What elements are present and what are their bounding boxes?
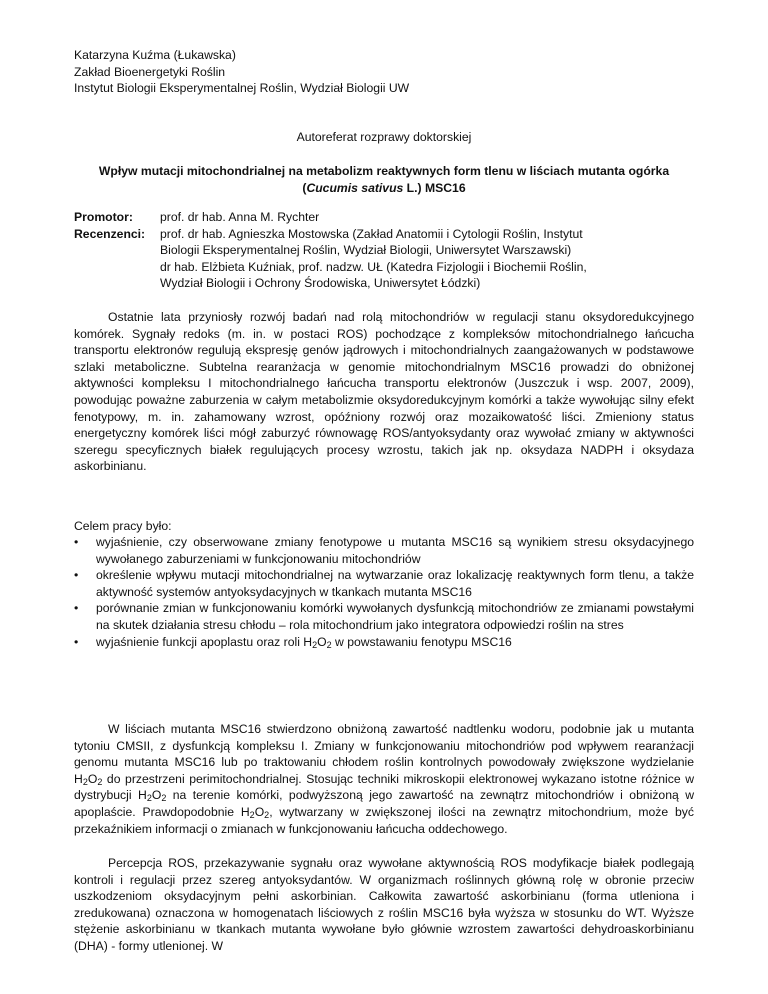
aims-list-item [74,534,694,567]
aims-item-text: wyjaśnienie, czy obserwowane zmiany fenotypowe u mutanta MSC16 są wynikiem stresu oksydacyjnego wywołanego zaburzeniami w funkcjonowaniu mitochondriów [96,535,694,566]
title-text-start: Wpływ mutacji mitochondrialnej na metabolizm reaktywnych form tlenu w liściach mutanta ogórka ( [98,164,670,195]
subscript: 2 [97,776,103,787]
paragraph-introduction: Ostatnie lata przyniosły rozwój badań nad rolą mitochondriów w regulacji stanu oksydoredukcyjnego komórek. Sygnały redoks (m. in. w postaci ROS) pochodzące z kompleksów mitochondrialnego łańcucha transportu elektronów regulują ekspresję genów jądrowych i mitochondrialnych zaangażowanych w podstawowe szlaki metaboliczne. Subtelna rearanżacja w genomie mitochondrialnym MSC16 prowadzi do obniżonej aktywności kompleksu I mitochondrialnego łańcucha transportu elektronów (Juszczuk i wsp. 2007, 2009), powodując poważne zaburzenia w całym metabolizmie oksydoredukcyjnym komórki a także wywołując silny efekt fenotypowy, m. in. zahamowany wzrost, opóźniony rozwój oraz mozaikowatość liści. Zmieniony status energetyczny komórek liści mógł zaburzyć równowagę ROS/antyoksydanty oraz wywołać zmiany w aktywności szeregu specyficznych białek regulujących procesy wzrostu, takich jak np. oksydaza NADPH i oksydaza askorbinianu. [74,310,694,474]
promotor-label: Promotor: [74,210,133,224]
document-subtitle: Autoreferat rozprawy doktorskiej [296,130,472,144]
promotor-row [74,209,694,226]
paragraph-text-part: O [151,788,162,803]
author-department: Zakład Bioenergetyki Roślin [74,64,226,79]
subscript: 2 [264,809,270,820]
subscript: 2 [161,793,167,804]
document-title [74,163,694,196]
reviewer-line: dr hab. Elżbieta Kuźniak, prof. nadzw. UŁ (Katedra Fizjologii i Biochemii Roślin, [160,259,587,274]
reviewer-line: Biologii Eksperymentalnej Roślin, Wydział Biologii, Uniwersytet Warszawski) [160,243,572,258]
aims-item-text [96,635,512,649]
reviewers-row [74,226,694,292]
aims-list-item [74,600,694,633]
aims-item-text-part: w powstawaniu fenotypu MSC16 [331,634,512,649]
subscript: 2 [249,809,255,820]
aims-list [74,534,694,650]
promotor-name: prof. dr hab. Anna M. Rychter [160,210,320,224]
title-text-end: L.) MSC16 [403,180,466,195]
aims-list-item [74,634,694,651]
title-latin-name: Cucumis sativus [306,180,404,195]
bullet-icon: • [74,535,79,549]
aims-item-text-part: wyjaśnienie funkcji apoplastu oraz roli H [96,634,313,649]
paragraph-h2o2-results [74,721,694,837]
reviewers-list [160,226,694,292]
aims-item-text: porównanie zmian w funkcjonowaniu komórki wywołanych dysfunkcją mitochondriów ze zmianami powstałymi na skutek działania stresu chłodu – rola mitochondrium jako integratora odpowiedzi roślin na stres [96,601,694,632]
paragraph-text-part: O [87,771,98,786]
reviewers-label: Recenzenci: [74,226,146,241]
reviewer-line: Wydział Biologii i Ochrony Środowiska, Uniwersytet Łódzki) [160,276,481,291]
paragraph-text-part: W liściach mutanta MSC16 stwierdzono obniżoną zawartość nadtlenku wodoru, podobnie jak u mutanta tytoniu CMSII, z dysfunkcją kompleksu I. Zmiany w funkcjonowaniu mitochondriów pod wpływem rearanżacji genomu mutanta MSC16 lub po traktowaniu chłodem roślin kontrolnych powodowały zwiększone wydzielanie H [74,722,694,786]
subscript: 2 [146,793,152,804]
bullet-icon: • [74,568,79,583]
bullet-icon: • [74,634,79,649]
aims-item-text-part: O [317,634,327,649]
author-block [74,47,714,97]
paragraph-text-part: , wytwarzany w zwiększonej ilości na zewnątrz mitochondrium, może być przekaźnikiem informacji o zmianach w funkcjonowaniu łańcucha oddechowego. [74,804,694,836]
aims-item-text: określenie wpływu mutacji mitochondrialnej na wytwarzanie oraz lokalizację reaktywnych form tlenu, a także aktywność systemów antyoksydacyjnych w tkankach mutanta MSC16 [96,568,694,599]
aims-heading: Celem pracy było: [74,519,172,533]
paragraph-antioxidants: Percepcja ROS, przekazywanie sygnału oraz wywołane aktywnością ROS modyfikacje białek podlegają kontroli i regulacji przez szereg antyoksydantów. W organizmach roślinnych główną rolę w obronie przeciw uszkodzeniom oksydacyjnym pełni askorbinian. Całkowita zawartość askorbinianu (forma utleniona i zredukowana) oznaczona w homogenatach liściowych z roślin MSC16 była wyższa w stosunku do WT. Wyższe stężenie askorbinianu w tkankach mutanta wywołane było głównie wzrostem zawartości dehydroaskorbinianu (DHA) - formy utlenionej. W [74,856,694,953]
author-institute: Instytut Biologii Eksperymentalnej Roślin, Wydział Biologii UW [74,81,410,96]
aims-list-item [74,567,694,600]
promotor-value [160,209,694,226]
author-name: Katarzyna Kuźma (Łukawska) [74,48,236,62]
paragraph-text-part: na terenie komórki, podwyższoną jego zawartość na zewnątrz mitochondriów i obniżoną w apoplaście. Prawdopodobnie H [74,788,694,819]
paragraph-text-part: O [254,804,265,819]
supervisors-block [74,209,694,292]
subscript: 2 [82,776,88,787]
paragraph-text-part: do przestrzeni perimitochondrialnej. Stosując techniki mikroskopii elektronowej wykazano istotne różnice w dystrybucji H [74,771,694,803]
reviewer-line: prof. dr hab. Agnieszka Mostowska (Zakład Anatomii i Cytologii Roślin, Instytut [160,226,583,241]
subscript: 2 [312,639,318,650]
bullet-icon: • [74,601,79,616]
subscript: 2 [326,639,332,650]
